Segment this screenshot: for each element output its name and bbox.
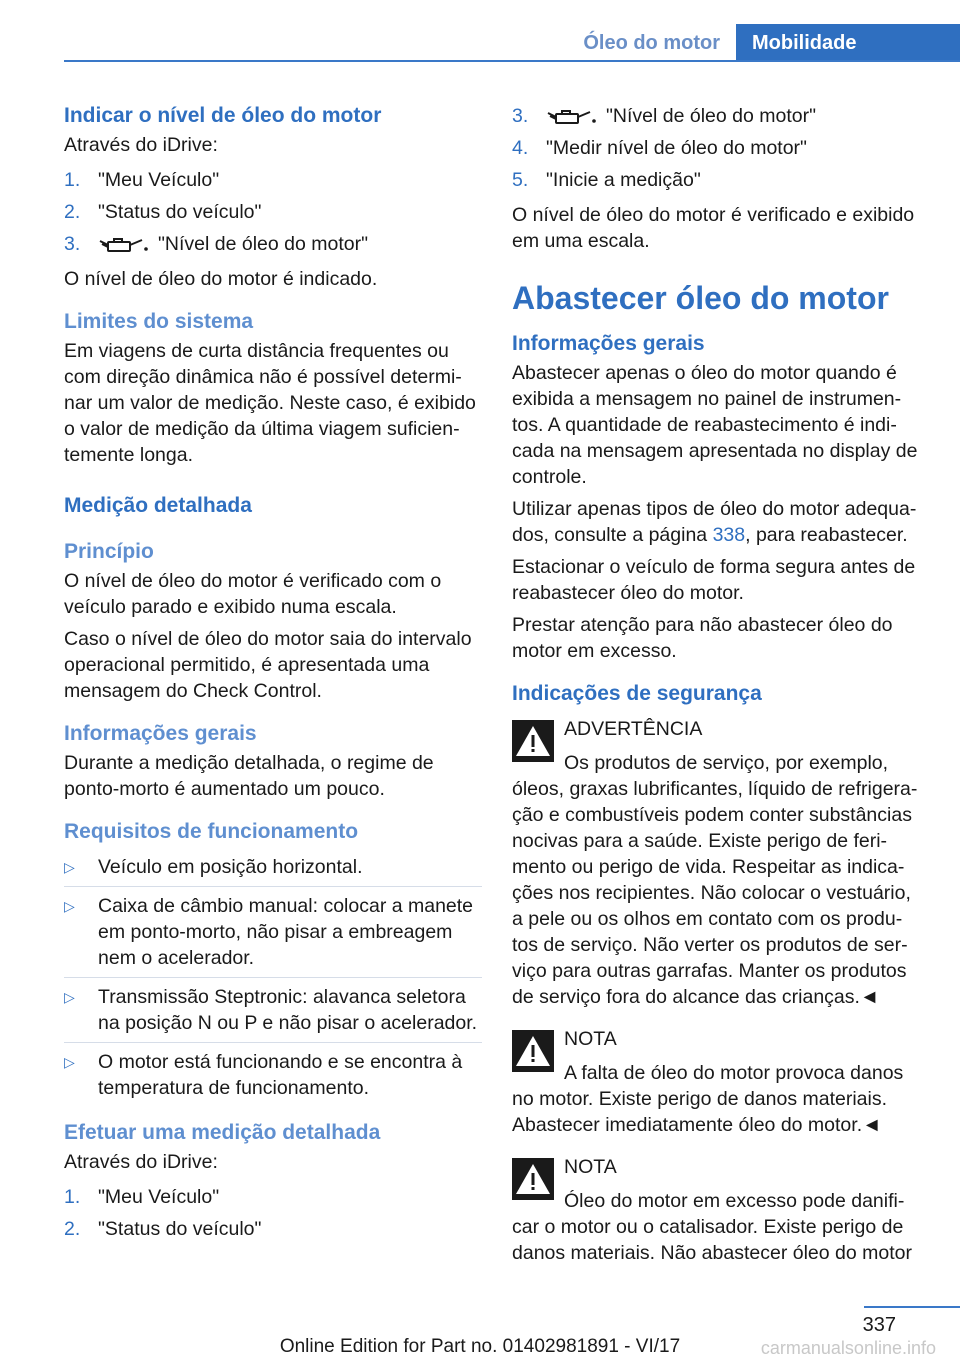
heading-info: Informações gerais — [512, 332, 705, 355]
list-item — [512, 164, 926, 196]
list-item — [64, 893, 482, 978]
heading-requisitos: Requisitos de funcionamento — [64, 820, 359, 843]
page-number: 337 — [862, 1314, 896, 1336]
heading-seguranca: Indicações de segurança — [512, 682, 762, 705]
paragraph: Através do iDrive: — [64, 1151, 218, 1173]
warning-title: ADVERTÊNCIA — [564, 718, 703, 740]
header-rule — [64, 60, 960, 62]
edition-text: Online Edition for Part no. 01402981891 - VI/17 — [279, 1336, 681, 1357]
heading-principio: Princípio — [64, 540, 154, 563]
bullet-icon: ▷ — [64, 898, 75, 914]
paragraph: Estacionar o veículo de forma segura antes de reabastecer óleo do motor. — [512, 556, 916, 604]
warning-triangle-icon — [512, 1158, 554, 1200]
steps-list — [64, 164, 482, 260]
note-title: NOTA — [564, 1156, 617, 1178]
bullet-text: Veículo em posição horizontal. — [98, 856, 363, 878]
list-item — [64, 984, 482, 1043]
paragraph: Através do iDrive: — [64, 134, 218, 156]
page-footer — [0, 1306, 960, 1362]
paragraph: Em viagens de curta distância frequentes ou com direção dinâmica não é possível determi-nar um valor de medição. Neste caso, é exibido o valor de medição da última viagem suficien-temente longa. — [64, 340, 476, 466]
paragraph: Abastecer apenas o óleo do motor quando é exibida a mensagem no painel de instrumen-tos. A quantidade de reabastecimento é indi-cada na mensagem apresentada no display de controle. — [512, 362, 918, 488]
list-item — [64, 854, 482, 887]
step-text: "Nível de óleo do motor" — [606, 105, 817, 127]
warning-triangle-icon — [512, 1030, 554, 1072]
list-item — [64, 228, 482, 260]
list-item — [64, 1049, 482, 1107]
step-number: 1. — [64, 1186, 81, 1208]
page-link[interactable]: 338 — [712, 524, 746, 546]
bullet-text: O motor está funcionando e se encontra à temperatura de funcionamento. — [98, 1051, 463, 1099]
paragraph — [512, 496, 926, 548]
right-column — [512, 100, 926, 1272]
note-block — [512, 1026, 926, 1052]
steps-list — [64, 1181, 482, 1245]
step-number: 4. — [512, 137, 529, 159]
paragraph: Óleo do motor em excesso pode danifi-car o motor ou o catalisador. Existe perigo de danos materiais. Não abastecer óleo do motor — [512, 1190, 912, 1264]
bullet-text: Transmissão Steptronic: alavanca seletora na posição N ou P e não pisar o acelerador. — [98, 986, 478, 1034]
step-number: 5. — [512, 169, 529, 191]
warning-triangle-icon — [512, 720, 554, 762]
paragraph: O nível de óleo do motor é indicado. — [64, 268, 378, 290]
step-text: "Status do veículo" — [98, 1218, 262, 1240]
warning-block — [512, 716, 926, 742]
paragraph: O nível de óleo do motor é verificado e exibido em uma escala. — [512, 204, 915, 252]
paragraph: O nível de óleo do motor é verificado com o veículo parado e exibido numa escala. — [64, 570, 442, 618]
step-number: 3. — [64, 233, 81, 255]
step-number: 3. — [512, 105, 529, 127]
text-span: , para reabastecer. — [745, 524, 908, 546]
bullet-icon: ▷ — [64, 1054, 75, 1070]
heading-info: Informações gerais — [64, 722, 257, 745]
paragraph: Prestar atenção para não abastecer óleo do motor em excesso. — [512, 614, 893, 662]
heading-abastecer: Abastecer óleo do motor — [512, 280, 889, 316]
step-number: 2. — [64, 201, 81, 223]
section-title: Óleo do motor — [583, 32, 720, 54]
paragraph: Os produtos de serviço, por exemplo, óleos, graxas lubrificantes, líquido de refrigera-ção e combustíveis podem conter substâncias nocivas para a saúde. Existe perigo de feri-mento ou perigo de vida. Respeitar as indica-ções nos recipientes. Não colocar o vestuário, a pele ou os olhos em contato com os produ-tos de serviço. Não verter os produtos de ser-viço para outras garrafas. Manter os produtos de serviço fora do alcance das crianças.◄ — [512, 752, 918, 1008]
step-text: "Nível de óleo do motor" — [158, 233, 369, 255]
watermark: carmanualsonline.info — [760, 1338, 936, 1358]
note-title: NOTA — [564, 1028, 617, 1050]
list-item — [64, 196, 482, 228]
list-item — [512, 132, 926, 164]
chapter-tab[interactable]: Mobilidade — [736, 24, 960, 62]
heading-medicao: Medição detalhada — [64, 494, 252, 517]
step-number: 1. — [64, 169, 81, 191]
step-number: 2. — [64, 1218, 81, 1240]
steps-list — [512, 100, 926, 196]
step-text: "Meu Veículo" — [98, 1186, 220, 1208]
list-item — [64, 1213, 482, 1245]
oil-can-icon — [98, 235, 150, 255]
page-header — [0, 0, 960, 62]
step-text: "Inicie a medição" — [546, 169, 701, 191]
heading-indicar: Indicar o nível de óleo do motor — [64, 104, 382, 127]
paragraph: Durante a medição detalhada, o regime de ponto-morto é aumentado um pouco. — [64, 752, 434, 800]
heading-efetuar: Efetuar uma medição detalhada — [64, 1121, 381, 1144]
step-text: "Medir nível de óleo do motor" — [546, 137, 807, 159]
list-item — [64, 1181, 482, 1213]
bullet-icon: ▷ — [64, 859, 75, 875]
step-text: "Status do veículo" — [98, 201, 262, 223]
bullet-text: Caixa de câmbio manual: colocar a manete em ponto-morto, não pisar a embreagem nem o acelerador. — [98, 895, 474, 969]
footer-rule — [864, 1306, 960, 1308]
left-column — [64, 100, 482, 1251]
list-item — [64, 164, 482, 196]
paragraph: Caso o nível de óleo do motor saia do intervalo operacional permitido, é apresentada uma mensagem do Check Control. — [64, 628, 472, 702]
oil-can-icon — [546, 107, 598, 127]
text-span: Utilizar apenas tipos de óleo do motor adequa-dos, consulte a página — [512, 498, 917, 546]
note-block — [512, 1154, 926, 1180]
list-item — [512, 100, 926, 132]
step-text: "Meu Veículo" — [98, 169, 220, 191]
requirements-list — [64, 854, 482, 1107]
heading-limites: Limites do sistema — [64, 310, 254, 333]
paragraph: A falta de óleo do motor provoca danos no motor. Existe perigo de danos materiais. Abastecer imediatamente óleo do motor.◄ — [512, 1062, 904, 1136]
bullet-icon: ▷ — [64, 989, 75, 1005]
